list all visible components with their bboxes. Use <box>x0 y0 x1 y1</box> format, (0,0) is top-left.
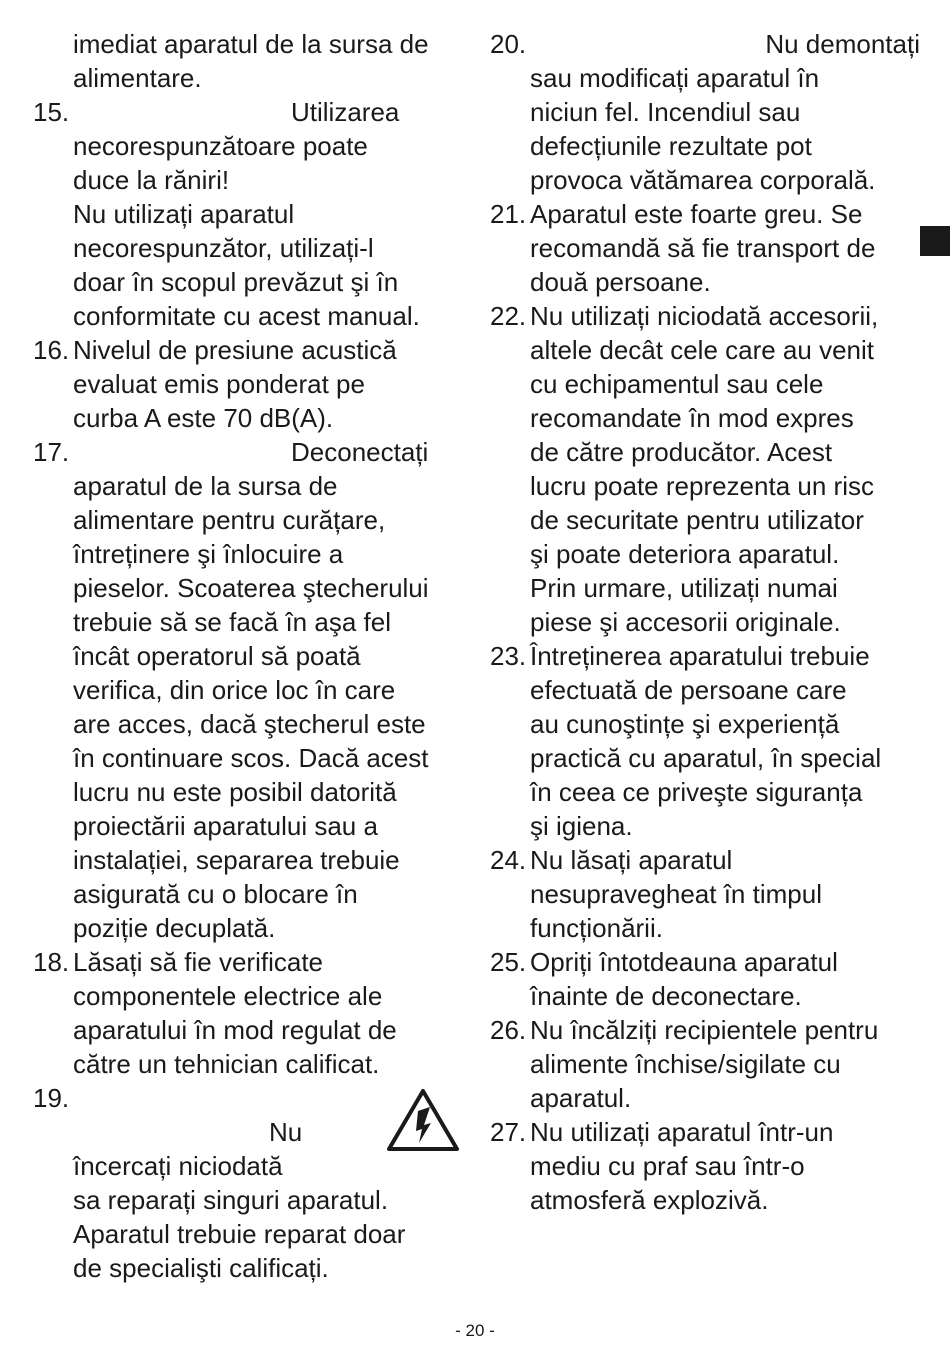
text-line: alimentare pentru curățare, <box>73 505 386 535</box>
item-heading: Nu demontați <box>765 29 920 59</box>
item-number: 25. <box>490 947 527 977</box>
list-item <box>490 27 920 197</box>
text-line: încercați niciodată <box>73 1151 283 1181</box>
text-line: înainte de deconectare. <box>530 981 802 1011</box>
electrical-hazard-warning-icon <box>385 1087 461 1153</box>
text-line: sa reparați singuri aparatul. <box>73 1185 389 1215</box>
text-line: în continuare scos. Dacă acest <box>73 743 429 773</box>
text-line: defecțiunile rezultate pot <box>530 131 812 161</box>
text-line: recomandă să fie transport de <box>530 233 876 263</box>
text-line: alimente închise/sigilate cu <box>530 1049 841 1079</box>
list-item <box>490 1013 920 1115</box>
text-line: sau modificați aparatul în <box>530 63 820 93</box>
item-heading: Utilizarea <box>291 97 400 127</box>
text-line: către un tehnician calificat. <box>73 1049 380 1079</box>
item-number: 17. <box>33 437 70 467</box>
list-item <box>33 435 463 945</box>
text-line: mediu cu praf sau într-o <box>530 1151 805 1181</box>
text-line: imediat aparatul de la sursa de <box>73 29 429 59</box>
text-line: au cunoştințe şi experiență <box>530 709 840 739</box>
text-line: altele decât cele care au venit <box>530 335 874 365</box>
list-item <box>33 945 463 1081</box>
text-line: în ceea ce priveşte siguranța <box>530 777 863 807</box>
item-number: 16. <box>33 335 70 365</box>
text-line: două persoane. <box>530 267 711 297</box>
text-line: lucru nu este posibil datorită <box>73 777 397 807</box>
text-line: întreținere şi înlocuire a <box>73 539 344 569</box>
text-line: Nivelul de presiune acustică <box>73 335 397 365</box>
text-line: şi poate deteriora aparatul. <box>530 539 840 569</box>
text-line: de specialişti calificați. <box>73 1253 329 1283</box>
item-number: 19. <box>33 1083 70 1113</box>
text-line: Aparatul este foarte greu. Se <box>530 199 863 229</box>
text-line: instalației, separarea trebuie <box>73 845 400 875</box>
item-number: 20. <box>490 29 527 59</box>
list-item <box>490 639 920 843</box>
text-line: proiectării aparatului sau a <box>73 811 378 841</box>
page-number: - 20 - <box>455 1321 495 1340</box>
text-line: alimentare. <box>73 63 202 93</box>
text-line: verifica, din orice loc în care <box>73 675 396 705</box>
text-line: practică cu aparatul, în special <box>530 743 882 773</box>
text-line: Prin urmare, utilizați numai <box>530 573 838 603</box>
text-line: pieselor. Scoaterea ştecherului <box>73 573 429 603</box>
item-number: 23. <box>490 641 527 671</box>
text-line: Nu lăsați aparatul <box>530 845 733 875</box>
text-line: trebuie să se facă în aşa fel <box>73 607 391 637</box>
text-line: şi igiena. <box>530 811 633 841</box>
text-line: doar în scopul prevăzut şi în <box>73 267 399 297</box>
list-item <box>490 945 920 1013</box>
item-number: 21. <box>490 199 527 229</box>
right-column <box>490 27 920 1217</box>
text-line: aparatul de la sursa de <box>73 471 338 501</box>
list-item <box>490 197 920 299</box>
text-line: cu echipamentul sau cele <box>530 369 824 399</box>
list-item <box>33 95 463 333</box>
text-line: niciun fel. Incendiul sau <box>530 97 801 127</box>
text-line: de securitate pentru utilizator <box>530 505 864 535</box>
text-line: Nu utilizați aparatul <box>73 199 295 229</box>
item-number: 27. <box>490 1117 527 1147</box>
text-line: de către producător. Acest <box>530 437 833 467</box>
text-line: Opriți întotdeauna aparatul <box>530 947 838 977</box>
text-line: asigurată cu o blocare în <box>73 879 358 909</box>
item-number: 24. <box>490 845 527 875</box>
item-heading: Deconectați <box>291 437 429 467</box>
text-line: necorespunzătoare poate <box>73 131 368 161</box>
text-line: Aparatul trebuie reparat doar <box>73 1219 406 1249</box>
text-line: Întreținerea aparatului trebuie <box>530 641 870 671</box>
text-line: aparatului în mod regulat de <box>73 1015 397 1045</box>
section-tab-marker <box>920 226 950 256</box>
list-item <box>33 333 463 435</box>
text-line: încât operatorul să poată <box>73 641 361 671</box>
text-line: provoca vătămarea corporală. <box>530 165 876 195</box>
text-line: poziție decuplată. <box>73 913 276 943</box>
text-line: Lăsați să fie verificate <box>73 947 324 977</box>
list-item <box>490 1115 920 1217</box>
text-line: piese şi accesorii originale. <box>530 607 841 637</box>
text-line: lucru poate reprezenta un risc <box>530 471 874 501</box>
list-item <box>490 843 920 945</box>
text-line: componentele electrice ale <box>73 981 383 1011</box>
text-line: are acces, dacă ştecherul este <box>73 709 426 739</box>
item-number: 26. <box>490 1015 527 1045</box>
text-line: atmosferă explozivă. <box>530 1185 769 1215</box>
item-number: 15. <box>33 97 70 127</box>
text-line: Nu utilizați aparatul într-un <box>530 1117 834 1147</box>
list-item <box>33 27 463 95</box>
item-number: 18. <box>33 947 70 977</box>
text-line: recomandate în mod expres <box>530 403 854 433</box>
text-line: curba A este 70 dB(A). <box>73 403 334 433</box>
text-line: duce la răniri! <box>73 165 230 195</box>
text-line: evaluat emis ponderat pe <box>73 369 365 399</box>
text-line: aparatul. <box>530 1083 632 1113</box>
item-number: 22. <box>490 301 527 331</box>
text-line: Nu utilizați niciodată accesorii, <box>530 301 879 331</box>
text-line: necorespunzător, utilizați-l <box>73 233 374 263</box>
text-line: Nu încălziți recipientele pentru <box>530 1015 879 1045</box>
list-item <box>490 299 920 639</box>
text-line: funcționării. <box>530 913 663 943</box>
text-line: conformitate cu acest manual. <box>73 301 420 331</box>
text-line: nesupravegheat în timpul <box>530 879 822 909</box>
item-heading: Nu <box>269 1117 303 1147</box>
text-line: efectuată de persoane care <box>530 675 847 705</box>
